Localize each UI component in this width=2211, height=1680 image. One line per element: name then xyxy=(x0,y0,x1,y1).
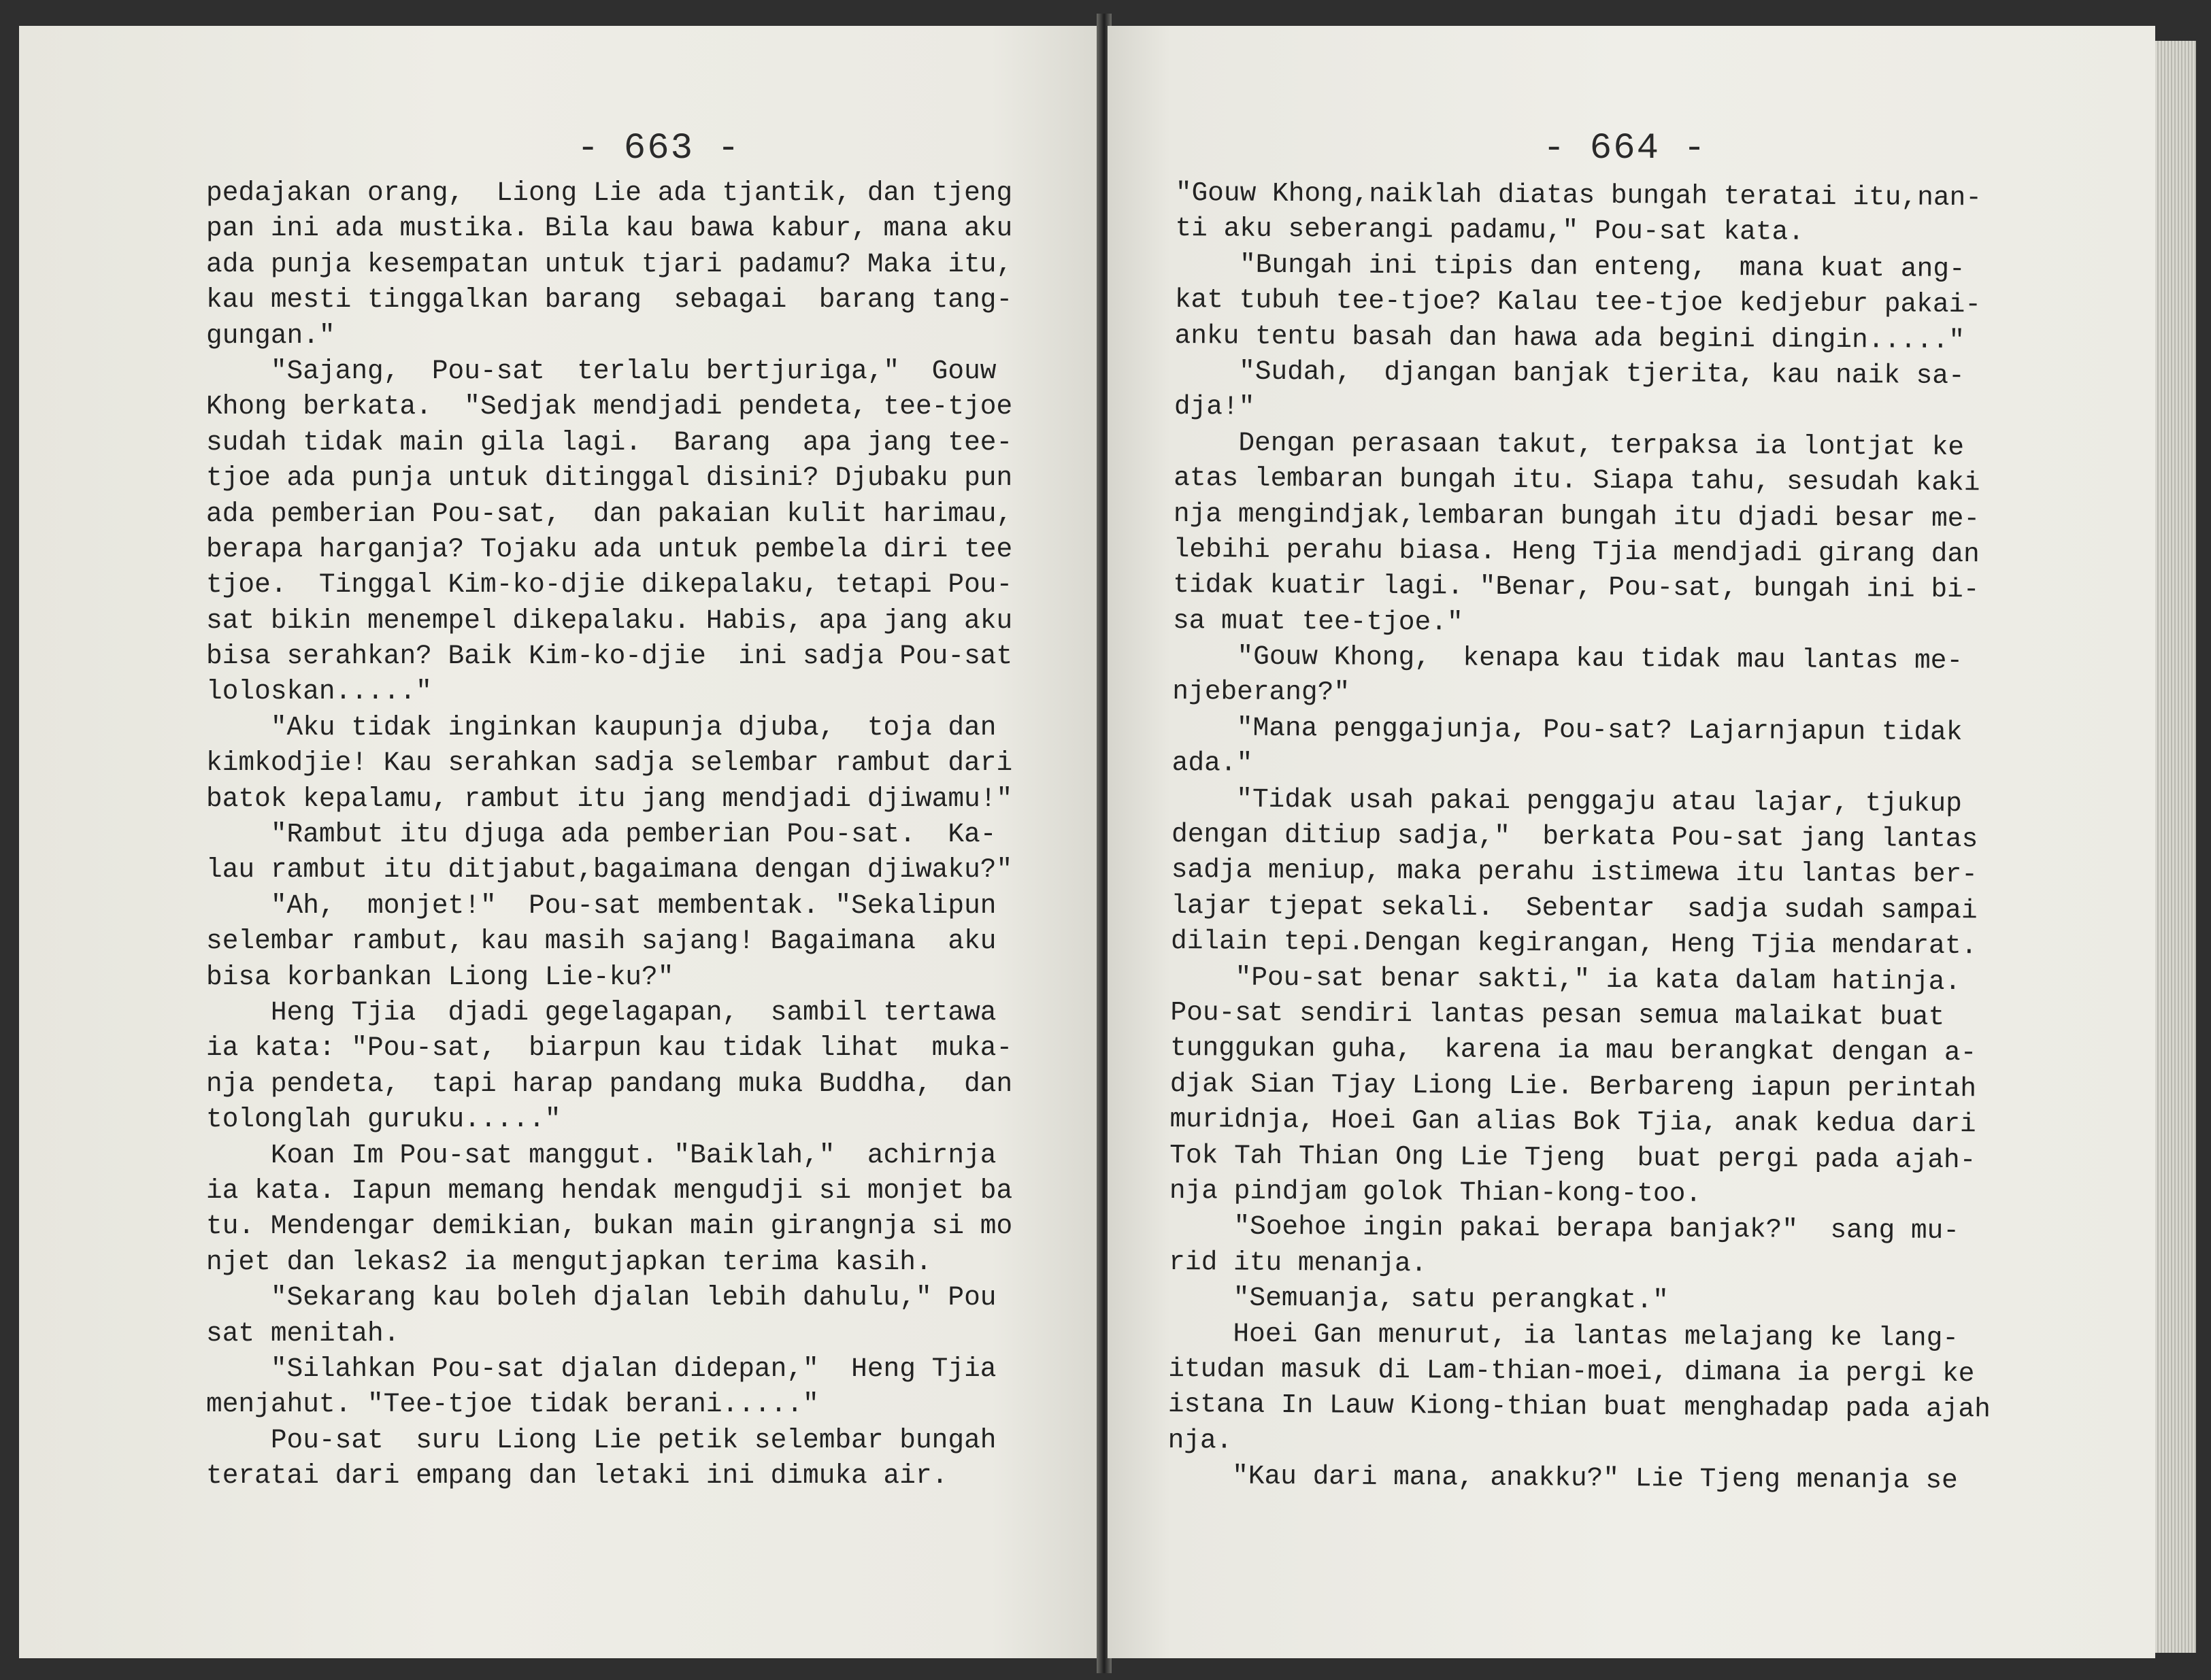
text-line: lajar tjepat sekali. Sebentar sadja sudah sampai xyxy=(1171,890,1978,926)
text-line: sa muat tee-tjoe." xyxy=(1172,605,1463,638)
text-line: "Silahkan Pou-sat djalan didepan," Heng Tjia xyxy=(206,1353,997,1384)
text-line: lau rambut itu ditjabut,bagaimana dengan djiwaku?" xyxy=(206,854,1013,886)
page-number: - 664 - xyxy=(1543,128,1707,169)
text-line: berapa harganja? Tojaku ada untuk pembela diri tee xyxy=(206,533,1013,565)
text-line: sudah tidak main gila lagi. Barang apa jang tee- xyxy=(206,426,1013,458)
text-line: Pou-sat suru Liong Lie petik selembar bungah xyxy=(206,1424,997,1456)
text-line: "Rambut itu djuga ada pemberian Pou-sat. Ka- xyxy=(206,819,997,850)
right-page xyxy=(1108,26,2155,1658)
text-line: kimkodjie! Kau serahkan sadja selembar rambut dari xyxy=(206,747,1013,779)
text-line: "Gouw Khong,naiklah diatas bungah teratai itu,nan- xyxy=(1175,177,1982,214)
text-line: sat menitah. xyxy=(206,1317,400,1349)
page-number: - 663 - xyxy=(577,128,741,169)
text-line: "Gouw Khong, kenapa kau tidak mau lantas me- xyxy=(1172,641,1963,677)
text-line: "Ah, monjet!" Pou-sat membentak. "Sekalipun xyxy=(206,890,997,921)
text-line: loloskan....." xyxy=(206,676,432,707)
text-line: tu. Mendengar demikian, bukan main girangnja si mo xyxy=(206,1211,1013,1242)
text-line: nja pendeta, tapi harap pandang muka Buddha, dan xyxy=(206,1068,1013,1099)
text-line: istana In Lauw Kiong-thian buat menghadap pada ajah xyxy=(1167,1389,1991,1425)
text-line: bisa serahkan? Baik Kim-ko-djie ini sadja Pou-sat xyxy=(206,641,1013,672)
text-line: sadja meniup, maka perahu istimewa itu lantas ber- xyxy=(1171,854,1978,890)
text-line: ti aku seberangi padamu," Pou-sat kata. xyxy=(1175,213,1805,248)
page-text xyxy=(206,175,1012,1494)
text-line: gungan." xyxy=(206,320,335,351)
text-line: djak Sian Tjay Liong Lie. Berbareng iapun perintah xyxy=(1169,1068,1977,1104)
text-line: "Pou-sat benar sakti," ia kata dalam hatinja. xyxy=(1170,961,1961,997)
text-line: menjahut. "Tee-tjoe tidak berani....." xyxy=(206,1389,819,1420)
left-page xyxy=(19,26,1099,1658)
text-line: muridnja, Hoei Gan alias Bok Tjia, anak kedua dari xyxy=(1169,1104,1976,1140)
text-line: ia kata: "Pou-sat, biarpun kau tidak lihat muka- xyxy=(206,1032,1013,1064)
text-line: Khong berkata. "Sedjak mendjadi pendeta, tee-tjoe xyxy=(206,391,1013,422)
text-line: anku tentu basah dan hawa ada begini dingin....." xyxy=(1174,320,1965,356)
text-line: tjoe ada punja untuk ditinggal disini? Djubaku pun xyxy=(206,463,1013,494)
text-line: pan ini ada mustika. Bila kau bawa kabur, mana aku xyxy=(206,213,1013,244)
text-line: lebihi perahu biasa. Heng Tjia mendjadi girang dan xyxy=(1173,533,1980,570)
text-line: "Sajang, Pou-sat terlalu bertjuriga," Gouw xyxy=(206,355,997,386)
text-line: tunggukan guha, karena ia mau berangkat dengan a- xyxy=(1170,1032,1977,1069)
text-line: njet dan lekas2 ia mengutjapkan terima kasih. xyxy=(206,1246,932,1277)
text-line: "Aku tidak inginkan kaupunja djuba, toja dan xyxy=(206,711,997,743)
text-line: atas lembaran bungah itu. Siapa tahu, sesudah kaki xyxy=(1174,463,1980,499)
text-line: kat tubuh tee-tjoe? Kalau tee-tjoe kedjebur pakai- xyxy=(1174,284,1982,320)
page-text xyxy=(1167,175,1998,1499)
text-line: Pou-sat sendiri lantas pesan semua malaikat buat xyxy=(1170,996,1945,1032)
text-line: ada pemberian Pou-sat, dan pakaian kulit harimau, xyxy=(206,498,1013,529)
text-line: nja mengindjak,lembaran bungah itu djadi besar me- xyxy=(1173,498,1980,534)
text-line: Heng Tjia djadi gegelagapan, sambil tertawa xyxy=(206,996,997,1028)
text-line: "Mana penggajunja, Pou-sat? Lajarnjapun tidak xyxy=(1171,711,1963,747)
text-line: dilain tepi.Dengan kegirangan, Heng Tjia mendarat. xyxy=(1170,926,1978,962)
text-line: kau mesti tinggalkan barang sebagai barang tang- xyxy=(206,284,1013,316)
text-line: sat bikin menempel dikepalaku. Habis, apa jang aku xyxy=(206,605,1013,636)
text-line: nja pindjam golok Thian-kong-too. xyxy=(1169,1175,1702,1209)
text-line: dja!" xyxy=(1174,391,1255,423)
text-line: "Semuanja, satu perangkat." xyxy=(1168,1282,1669,1316)
text-line: Tok Tah Thian Ong Lie Tjeng buat pergi pada ajah- xyxy=(1169,1139,1976,1175)
page-edges xyxy=(2155,41,2196,1653)
text-line: "Soehoe ingin pakai berapa banjak?" sang mu- xyxy=(1169,1211,1960,1247)
text-line: ia kata. Iapun memang hendak mengudji si monjet ba xyxy=(206,1175,1013,1206)
text-line: Hoei Gan menurut, ia lantas melajang ke lang- xyxy=(1168,1317,1959,1354)
text-line: "Bungah ini tipis dan enteng, mana kuat ang- xyxy=(1175,248,1965,284)
text-line: teratai dari empang dan letaki ini dimuka air. xyxy=(206,1460,948,1492)
text-line: rid itu menanja. xyxy=(1169,1246,1427,1279)
text-line: njeberang?" xyxy=(1172,676,1350,709)
text-line: tidak kuatir lagi. "Benar, Pou-sat, bungah ini bi- xyxy=(1173,569,1980,605)
text-line: ada punja kesempatan untuk tjari padamu? Maka itu, xyxy=(206,248,1013,280)
text-line: nja. xyxy=(1167,1424,1233,1456)
text-line: "Kau dari mana, anakku?" Lie Tjeng menanja se xyxy=(1167,1460,1958,1496)
text-line: pedajakan orang, Liong Lie ada tjantik, dan tjeng xyxy=(206,178,1013,208)
text-line: Dengan perasaan takut, terpaksa ia lontjat ke xyxy=(1174,426,1965,463)
text-line: "Sekarang kau boleh djalan lebih dahulu," Pou xyxy=(206,1282,997,1313)
text-line: bisa korbankan Liong Lie-ku?" xyxy=(206,961,674,992)
text-line: itudan masuk di Lam-thian-moei, dimana ia pergi ke xyxy=(1168,1353,1975,1390)
text-line: batok kepalamu, rambut itu jang mendjadi djiwamu!" xyxy=(206,783,1013,814)
text-line: "Tidak usah pakai penggaju atau lajar, tjukup xyxy=(1171,783,1963,819)
text-line: ada." xyxy=(1171,747,1253,779)
text-line: tolonglah guruku....." xyxy=(206,1104,561,1135)
text-line: dengan ditiup sadja," berkata Pou-sat jang lantas xyxy=(1171,819,1978,855)
text-line: "Sudah, djangan banjak tjerita, kau naik sa- xyxy=(1174,355,1965,392)
text-line: tjoe. Tinggal Kim-ko-djie dikepalaku, tetapi Pou- xyxy=(206,569,1013,601)
text-line: Koan Im Pou-sat manggut. "Baiklah," achirnja xyxy=(206,1139,997,1171)
text-line: selembar rambut, kau masih sajang! Bagaimana aku xyxy=(206,926,997,957)
